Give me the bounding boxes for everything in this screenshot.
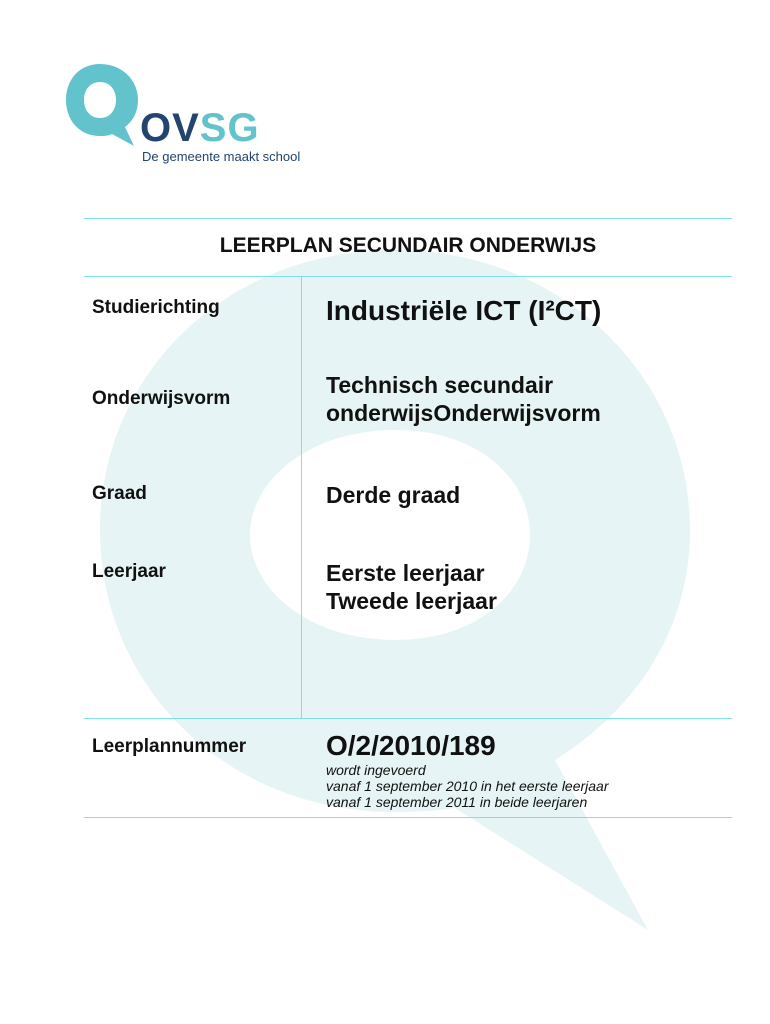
leerplannummer-note: vanaf 1 september 2010 in het eerste leerjaar — [326, 778, 609, 794]
ovsg-logo — [62, 60, 332, 170]
document-title: LEERPLAN SECUNDAIR ONDERWIJS — [219, 234, 597, 257]
onderwijsvorm-value-line1: Technisch secundair — [326, 372, 554, 398]
top-rule — [84, 218, 732, 219]
onderwijsvorm-value-line2: onderwijsOnderwijsvorm — [326, 400, 601, 426]
studierichting-label: Studierichting — [92, 297, 220, 318]
leerplannummer-note: wordt ingevoerd — [326, 762, 426, 778]
logo-wordmark-sg: SG — [199, 106, 260, 150]
column-divider — [301, 277, 302, 719]
leerplannummer-note: vanaf 1 september 2011 in beide leerjaren — [326, 794, 588, 810]
leerplannummer-value: O/2/2010/189 — [326, 730, 496, 761]
number-rule — [84, 718, 732, 719]
logo-wordmark-ov: OV — [140, 106, 200, 150]
logo-tagline: De gemeente maakt school — [142, 149, 301, 164]
leerjaar-value-line1: Eerste leerjaar — [326, 560, 485, 586]
speech-bubble-icon — [62, 60, 142, 150]
leerjaar-value-line2: Tweede leerjaar — [326, 588, 497, 614]
leerplannummer-label: Leerplannummer — [92, 736, 247, 757]
logo-wordmark — [140, 108, 260, 148]
bottom-rule — [84, 817, 732, 818]
graad-value: Derde graad — [326, 482, 461, 508]
leerjaar-label: Leerjaar — [92, 561, 166, 582]
graad-label: Graad — [92, 483, 147, 504]
studierichting-value: Industriële ICT (I²CT) — [326, 295, 602, 326]
title-rule — [84, 276, 732, 277]
onderwijsvorm-label: Onderwijsvorm — [92, 388, 231, 409]
